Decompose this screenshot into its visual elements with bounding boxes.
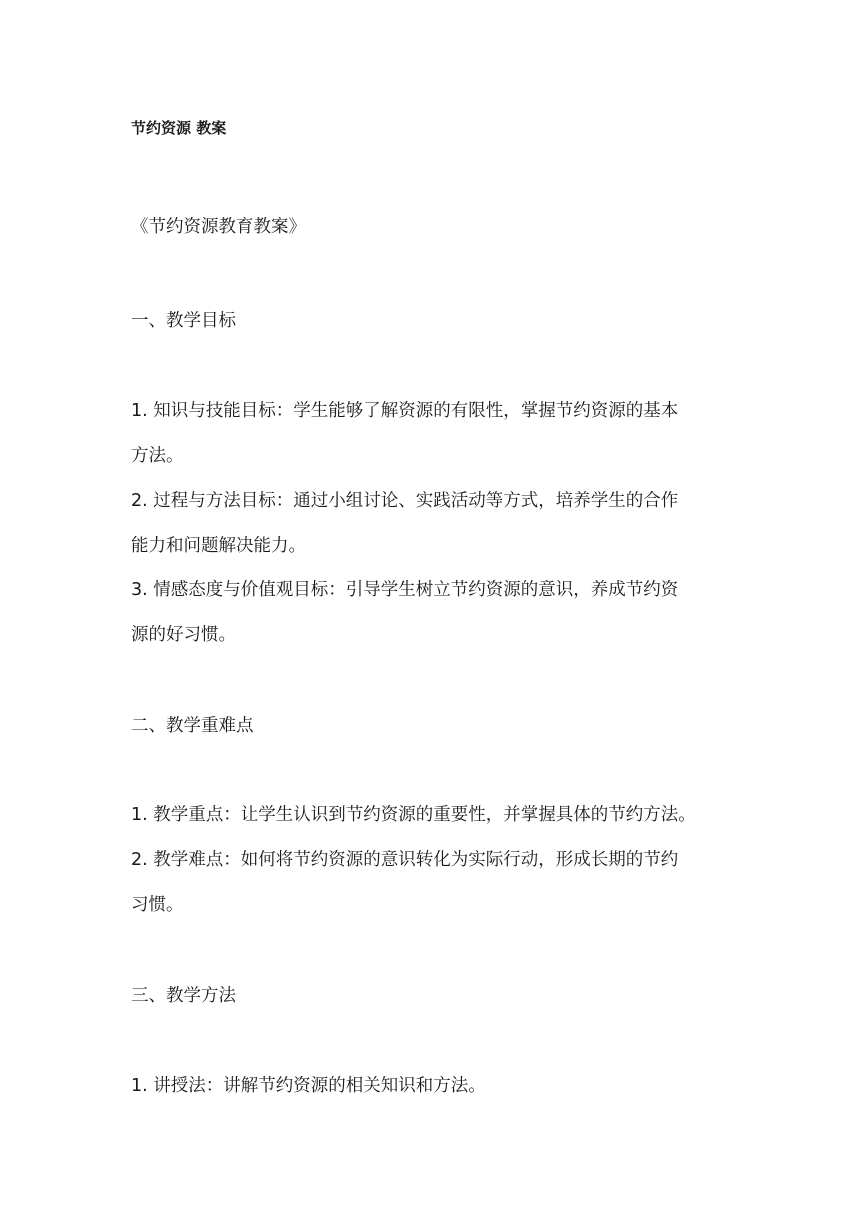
book-title: 《节约资源教育教案》 (131, 217, 306, 237)
item-text: 知识与技能目标：学生能够了解资源的有限性，掌握节约资源的基本 (153, 401, 679, 421)
item-number: 2. (131, 491, 148, 511)
item-text: 教学难点：如何将节约资源的意识转化为实际行动，形成长期的节约 (153, 850, 679, 870)
document-header-title: 节约资源 教案 (131, 119, 227, 137)
item-text: 情感态度与价值观目标：引导学生树立节约资源的意识，养成节约资 (153, 580, 679, 600)
item-number: 1. (131, 805, 148, 825)
list-item-line: 习惯。 (131, 895, 184, 915)
item-number: 1. (131, 401, 148, 421)
section-heading-methods: 三、教学方法 (131, 986, 236, 1006)
item-text: 过程与方法目标：通过小组讨论、实践活动等方式，培养学生的合作 (153, 491, 679, 511)
list-item-line (131, 489, 731, 513)
item-number: 1. (131, 1076, 148, 1096)
list-item-line: 方法。 (131, 446, 184, 466)
list-item-line (131, 848, 731, 872)
list-item-line (131, 1074, 731, 1098)
item-number: 2. (131, 850, 148, 870)
list-item-line (131, 399, 731, 423)
item-text: 讲授法：讲解节约资源的相关知识和方法。 (153, 1076, 486, 1096)
list-item-line: 源的好习惯。 (131, 625, 236, 645)
list-item-line (131, 578, 731, 602)
item-text: 教学重点：让学生认识到节约资源的重要性，并掌握具体的节约方法。 (153, 805, 696, 825)
list-item-line: 能力和问题解决能力。 (131, 536, 306, 556)
section-heading-key-points: 二、教学重难点 (131, 716, 254, 736)
list-item-line (131, 803, 731, 827)
item-number: 3. (131, 580, 148, 600)
section-heading-objectives: 一、教学目标 (131, 311, 236, 331)
